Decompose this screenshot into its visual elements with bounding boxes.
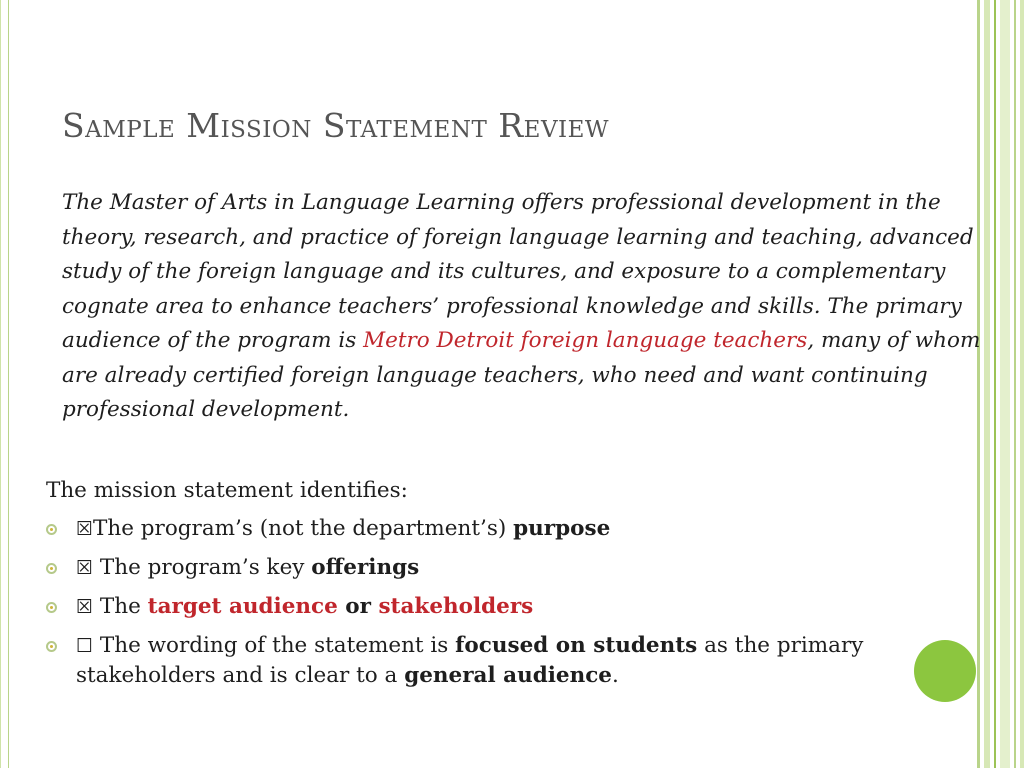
item-bold-mid: or	[337, 594, 379, 619]
bar	[1020, 0, 1024, 768]
item-text: The	[93, 594, 148, 619]
bar	[994, 0, 996, 768]
bullet-icon	[46, 563, 57, 574]
item-bold: offerings	[311, 555, 420, 580]
list-lead-text: The mission statement identifies:	[46, 478, 408, 503]
item-bold-2: general audience	[404, 663, 612, 688]
bullet-icon	[46, 641, 57, 652]
item-bold-1: focused on students	[455, 633, 698, 658]
checked-box-icon: ☒	[76, 557, 94, 579]
frame-left-line	[0, 0, 1, 768]
mission-text-1: The Master of Arts in Language Learning offers professional development in the theory, research, and practice of foreign language learning and teaching, advanced study of the foreign language and its cultures, and exposure to a complementary cognate area to enhance teachers’ professional knowledge and skills. The primary audience of the program is	[62, 190, 974, 353]
bar	[1014, 0, 1016, 768]
item-bold: purpose	[513, 516, 611, 541]
mission-statement	[62, 186, 982, 428]
item-text: The program’s key	[93, 555, 312, 580]
bullet-icon	[46, 524, 57, 535]
list-item	[46, 592, 926, 622]
checked-box-icon: ☒	[76, 518, 94, 540]
list-item	[46, 514, 926, 544]
bullet-icon	[46, 602, 57, 613]
checked-box-icon: ☒	[76, 596, 94, 618]
item-text: The wording of the statement is	[93, 633, 456, 658]
unchecked-box-icon: ☐	[76, 635, 94, 657]
criteria-list	[46, 514, 926, 700]
mission-text-2: , many of whom are already certified foreign language teachers, who need and want continuing professional development.	[62, 328, 981, 422]
mission-highlight: Metro Detroit foreign language teachers	[363, 328, 808, 353]
list-item	[46, 631, 926, 691]
slide-title: Sample Mission Statement Review	[62, 106, 610, 145]
bar	[1000, 0, 1010, 768]
item-text-end: .	[611, 663, 619, 688]
right-decorative-bars	[978, 0, 1024, 768]
item-text: The program’s (not the department’s)	[93, 516, 514, 541]
bar	[984, 0, 990, 768]
item-red-1: target audience	[147, 594, 338, 619]
item-red-2: stakeholders	[378, 594, 534, 619]
list-item	[46, 553, 926, 583]
item-text-mid: as the primary stakeholders and is clear to a	[76, 633, 864, 688]
green-circle-decoration	[914, 640, 976, 702]
